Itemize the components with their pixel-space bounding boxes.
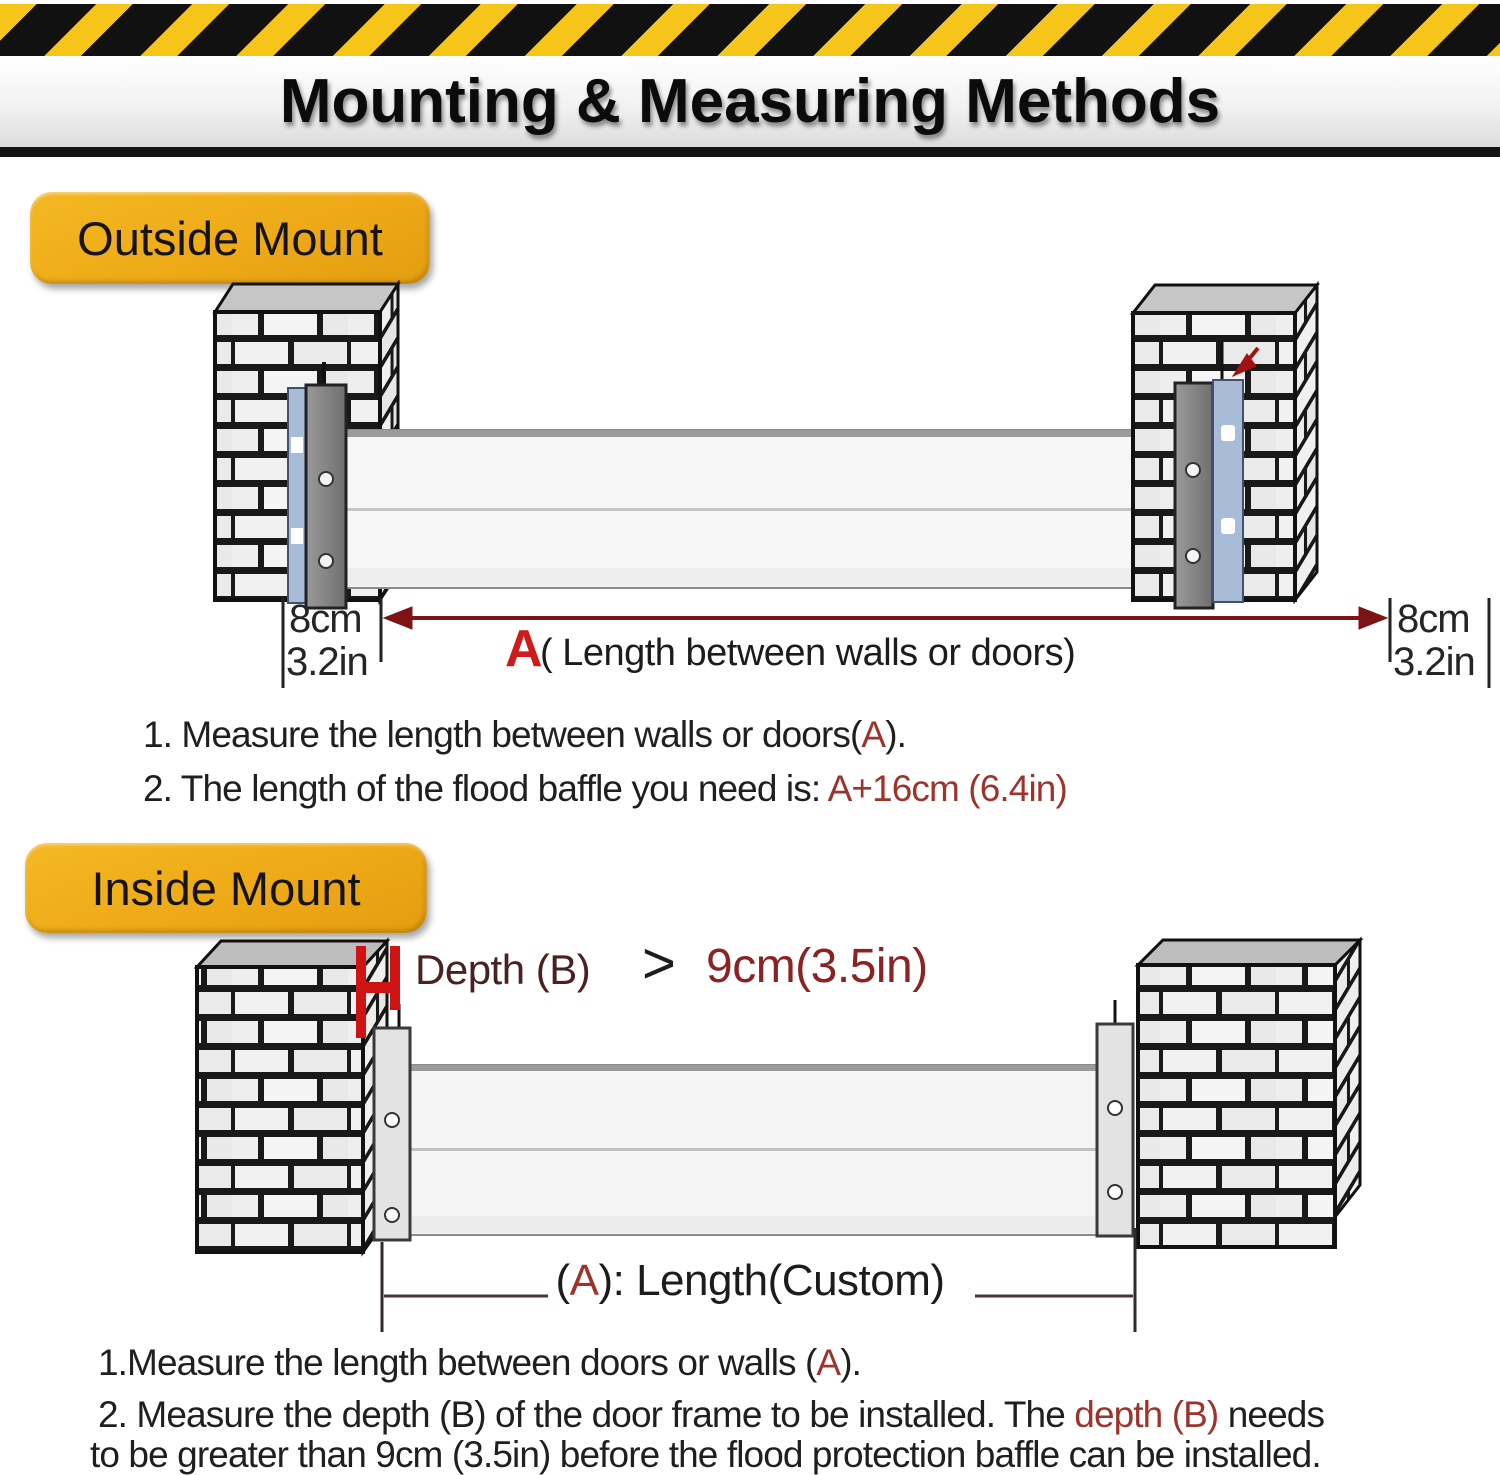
outside-step-2-text: 2. The length of the flood baffle you need is: xyxy=(143,768,828,809)
depth-b-value: 9cm(3.5in) xyxy=(706,940,928,993)
length-between-walls-label: ( Length between walls or doors) xyxy=(540,632,1076,674)
greater-than-symbol: > xyxy=(642,931,676,996)
flood-barrier-outside xyxy=(346,430,1175,588)
inside-right-channel xyxy=(1097,1000,1133,1236)
inside-step-2-line-2: to be greater than 9cm (3.5in) before the flood protection baffle can be installed. xyxy=(90,1434,1321,1475)
outside-left-channel xyxy=(306,362,346,608)
length-custom-paren: ( xyxy=(555,1256,570,1305)
inside-step-1-end: ). xyxy=(840,1342,862,1383)
inside-left-channel xyxy=(374,1004,410,1240)
depth-b-label: Depth (B) xyxy=(415,946,591,993)
outside-left-offset-in: 3.2in xyxy=(286,640,368,684)
inside-step-1-text: 1.Measure the length between doors or walls ( xyxy=(98,1342,817,1383)
outside-step-1 xyxy=(143,716,906,755)
length-letter-a: A xyxy=(505,620,543,678)
outside-right-channel xyxy=(1175,383,1213,608)
inside-right-pillar xyxy=(1138,940,1360,1247)
outside-step-1-text: 1. Measure the length between walls or doors( xyxy=(143,714,862,755)
outside-left-seal-strip xyxy=(288,388,306,603)
inside-step-2-end: needs xyxy=(1218,1394,1325,1435)
outside-step-2 xyxy=(143,770,1067,809)
length-custom-label xyxy=(0,1258,1500,1304)
outside-right-offset-in: 3.2in xyxy=(1393,640,1475,684)
outside-mount-badge-label: Outside Mount xyxy=(77,211,383,265)
title-band xyxy=(0,56,1500,147)
warning-tape-stripes xyxy=(0,4,1500,56)
inside-step-1 xyxy=(98,1344,861,1383)
length-custom-text: ): Length(Custom) xyxy=(598,1256,945,1305)
inside-step-1-highlight: A xyxy=(816,1342,841,1383)
outside-right-seal-strip xyxy=(1213,340,1243,602)
outside-mount-badge xyxy=(30,192,430,284)
outside-right-offset-cm: 8cm xyxy=(1397,597,1470,641)
outside-step-1-highlight: A xyxy=(861,714,886,755)
title-divider-bar xyxy=(0,147,1500,157)
outside-step-1-end: ). xyxy=(885,714,907,755)
inside-step-2-line-1 xyxy=(98,1396,1324,1435)
flood-barrier-inside xyxy=(410,1065,1097,1235)
inside-step-2-highlight: depth (B) xyxy=(1074,1394,1219,1435)
inside-mount-badge-label: Inside Mount xyxy=(91,861,361,915)
inside-step-2-text: 2. Measure the depth (B) of the door frame to be installed. The xyxy=(98,1394,1075,1435)
length-custom-letter-a: A xyxy=(569,1256,599,1305)
page-title: Mounting & Measuring Methods xyxy=(279,67,1221,136)
outside-step-2-highlight: A+16cm (6.4in) xyxy=(827,768,1067,809)
inside-mount-badge xyxy=(25,843,427,933)
outside-left-offset-cm: 8cm xyxy=(289,597,362,641)
